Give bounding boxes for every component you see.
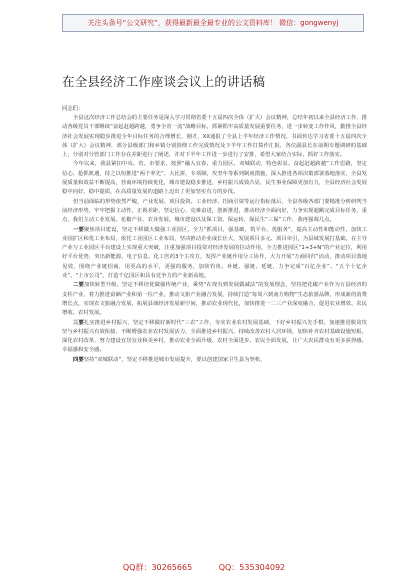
paragraph-text: 聚焦项目建设，坚定不移做大做强工业园区，全力“抓项目，强基础，筑平台、优服务”，提高主动性和能动性，加快工业园扩区和优工业布局，依托工业园区工业布局，坚决推动企业成长壮大，发展项目多元、项目牵引，为县域发展打基础，在主导产业与工业园区平台建设上实现重大突破，注重加强项目投资对经济发展的拉动作用，全力推进园区“1+3+N”的产业定位，利用好平台优势，突出新能源、电子信息、化工医药3个主攻方，发挥产业链作用分工协作，大力开展“万商回归”活动，推动项目落地见效，围绕产业链招商，用更高的水平，更强的服务，加快钓鱼、补链、强链、延链，力争完成“百亿企业”、“五个十亿企业”、“上市公司”，打造千亿园区和具有竞争力的产业新高地。 xyxy=(62,226,367,280)
paragraph xyxy=(62,226,367,282)
paragraph xyxy=(62,160,367,197)
paragraph-text: 今年以来，我县紧扣中央、省、市要求，按照“融入宜春、重力园区、双城联动，特色彰显、奋起赶超跨越”工作思路，坚定信心、抢抓机遇，持之以恒推进“两个率先”、大比拼，专项制，攻坚年等系列制度措施，深入推进各项决策部署落地落实，全县发展质量和效益不断提高，营商环境持续优化，城市建设稳步推进，乡村振兴成效凸显，民生事业保障更加有力，全县经济社会发展稳中向好、稳中提质，在高质量发展的道路上迈出了更加坚实有力的步伐。 xyxy=(62,161,367,196)
paragraph xyxy=(62,114,367,160)
paragraph-lead: 四要 xyxy=(73,356,84,363)
qq-contact: QQ：535304092 xyxy=(218,563,286,572)
document-title: 在全县经济工作座谈会议上的讲话稿 xyxy=(62,74,266,89)
promo-banner: 关注头条号“公文研究”，获得最新最全最专业的公文资料库！ 微信：gongwenyj xyxy=(62,14,364,32)
paragraph-text: 加快转型升级，坚定不移培优做强传统产业，乘势“在现有到发展做减法”的发展理念，坚持把花椒产业作为万县经济的支柱产业，着力推进富硒产业和第一位产业，推动文旅产业融合发展，持续打造“每周六到南方购物”生态旅游品牌，形成新的消费增长点，实现农文旅融合发展，拓展县域经济发展新空间，推动农业现代化，加快推进一二三产业深度融合，促进农业增效、农民增收、农村发展。 xyxy=(62,282,367,317)
document-body xyxy=(62,114,367,544)
qq-group-contact: QQ群：30265665 xyxy=(122,563,193,572)
paragraph-lead: 一要 xyxy=(73,226,84,233)
paragraph-lead: 二要 xyxy=(73,282,84,289)
paragraph-text: 但当前面临的形势依然严峻，产业发展、项目投资、工业经济、招商引资等运行指标落后，全县各级各部门要精准分析研判当前经济形势，牢牢把握主动性，正视差距，坚定信心，克难奋进，创新推进，推动经济全面向好，力争实现超额完成目标任务，重点，我们主动工业发展、花椒产业、农业发展、城市建设以及保工资、保运转、保民生“三保”工作，我再强调几点。 xyxy=(62,198,367,224)
paragraph-text: 全县这次经济工作总结会的主要任务是深入学习贯彻省委十五届四次全体（扩大）会议精神，总结年初以来全县经济工作，推动各级党员干部继续“奋起赶超跨越，勇争全省一流”战略目标，抓紧抓牢高质量发展重要任务，进一步转变工作作风，勤推全县经济社会发展实现稳步推进全年目标任务的合理增长，刚才，XX通报了全县上半年经济工作情况，书面传达学习省委十五届四次全体（扩大）会议精神，部分县级部门和乡镇分别围绕工作完成情况及下半年工作打算作汇报，各位副县长在前期专题调研的基础上，分别对分管部门工作存在差距进行了阐述，并对下半年工作进一步进行了安排，希望大家结合实际，抓好工作落实。 xyxy=(62,115,367,159)
paragraph-text: 扎实推进乡村振兴，坚定不移做好新时代“三农”工作，夯实农业农村发展基础，下好乡村振兴先手棋，加速推进脱贫攻坚与乡村振兴有效衔接，不断增强农业农村发展活力，全面推进乡村振兴，持续改善农村人居环境，加快补齐农村基础设施短板，深化农村改革，努力建设宜居宜业和美乡村，推动农业全面升级、农村全面进步、农民全面发展，让广大农民群众有更多获得感、幸福感和安全感。 xyxy=(62,319,367,354)
paragraph xyxy=(62,198,367,226)
paragraph xyxy=(62,281,367,318)
paragraph xyxy=(62,319,367,356)
paragraph xyxy=(62,356,367,365)
greeting: 同志们： xyxy=(62,106,84,112)
paragraph-text: 坚持“双城联动”，坚定不移推进城市发展提升，要以创建国家卫生县为契机， xyxy=(83,356,266,363)
paragraph-lead: 三要 xyxy=(73,319,84,326)
footer-contacts xyxy=(0,562,408,573)
